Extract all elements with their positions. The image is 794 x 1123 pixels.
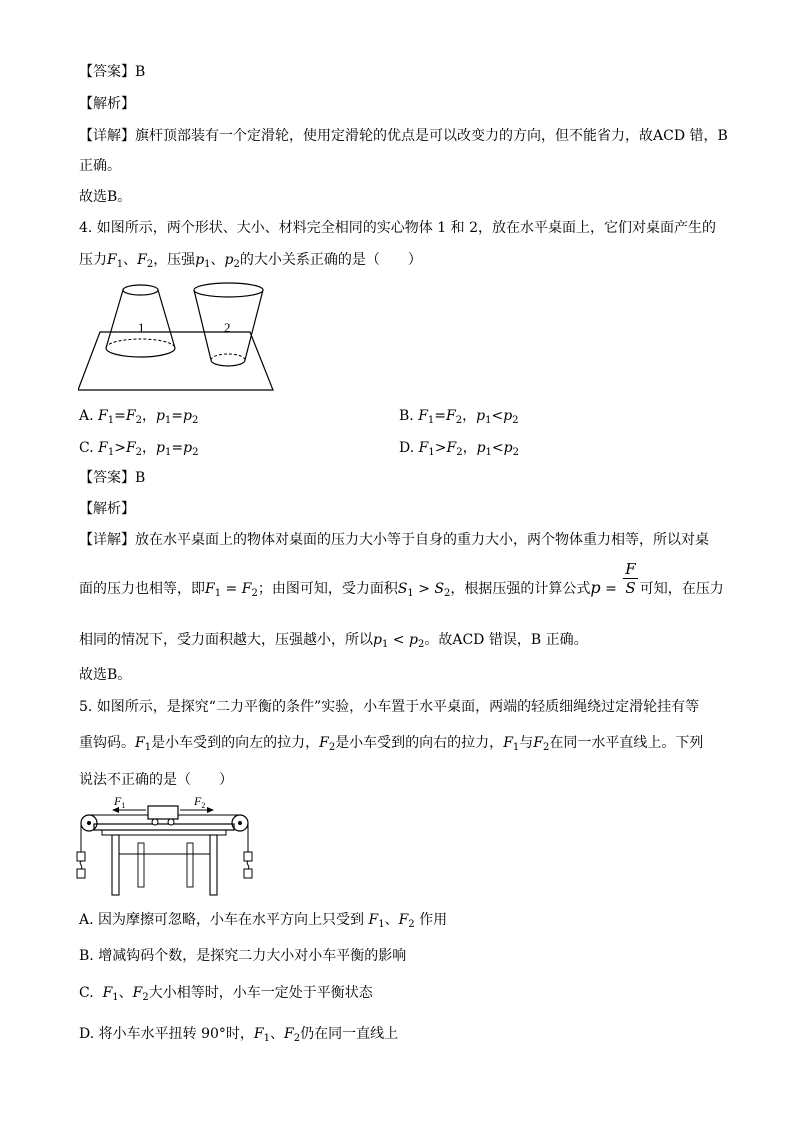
q3-conclusion: 故选B。 [79, 189, 132, 205]
f2-arrow-head [207, 807, 214, 813]
object-1-label: 1 [138, 320, 145, 335]
q5-option-d[interactable]: D. 将小车水平扭转 90°时，$F_1$、$F_2$仍在同一直线上 [79, 1026, 399, 1044]
detail-text: ；由图可知，受力面积 [257, 581, 398, 597]
table-apron [102, 830, 226, 835]
q4-option-a[interactable]: A. $F_1=F_2$，$p_1=p_2$ [79, 408, 199, 426]
weight-right-2 [244, 869, 252, 878]
stem-text: 重钩码。 [79, 735, 135, 751]
option-text: 增减钩码个数，是探究二力大小对小车平衡的影响 [98, 948, 407, 964]
object-2-base-hidden [211, 354, 245, 360]
table-leg-back-right [187, 843, 193, 887]
q4-stem-line2: 压力$F_1$、$F_2$，压强$p_1$、$p_2$的大小关系正确的是（ ） [79, 252, 422, 270]
q5-stem-line3: 说法不正确的是（ ） [79, 772, 233, 788]
table-leg-back-left [138, 843, 144, 887]
q4-option-c[interactable]: C. $F_1>F_2$，$p_1=p_2$ [79, 440, 199, 458]
q5-figure-cart-pulleys [70, 794, 270, 902]
pressure-formula-fraction: $\frac{F}{S}$ [625, 559, 636, 597]
q3-analysis-label: 【解析】 [79, 96, 135, 112]
stem-text: 与 [519, 735, 534, 751]
weight-left-1 [77, 852, 85, 861]
answer-value: B [135, 470, 146, 486]
hook-left [80, 861, 82, 869]
option-key: B. [79, 948, 94, 964]
detail-text: 相同的情况下，受力面积越大，压强越小，所以 [79, 632, 373, 648]
object-1-base [106, 348, 175, 357]
q3-detail-line1 [79, 126, 728, 146]
stem-text: 的大小关系正确的是（ ） [239, 252, 422, 268]
option-key: B. [399, 408, 414, 424]
detail-text: 。故ACD 错误，B 正确。 [424, 632, 588, 648]
pulley-left-axle [87, 821, 91, 825]
stem-text: 是小车受到的向右的拉力， [335, 735, 504, 751]
object-2-base [211, 360, 245, 366]
hook-right [247, 861, 249, 869]
q4-detail-line3: 相同的情况下，受力面积越大，压强越小，所以$p_1 < p_2$。故ACD 错误，B 正确。 [79, 632, 588, 650]
cart-wheel-right [168, 819, 174, 825]
f2-label: $F_2$ [194, 794, 206, 810]
detail-label: 【详解】 [79, 532, 135, 548]
cart-body [148, 806, 178, 819]
cart-wheel-left [152, 819, 158, 825]
q4-detail-line1 [79, 530, 709, 550]
option-key: A. [79, 912, 94, 928]
answer-value: B [135, 64, 146, 80]
detail-text: 可知，在压力 [639, 581, 724, 597]
q5-stem-line2: 重钩码。$F_1$是小车受到的向左的拉力，$F_2$是小车受到的向右的拉力，$F_1$与$F_2$在同一水平直线上。下列 [79, 735, 704, 753]
object-2-label: 2 [224, 320, 231, 335]
detail-text: 放在水平桌面上的物体对桌面的压力大小等于自身的重力大小，两个物体重力相等，所以对桌 [135, 532, 709, 548]
q4-conclusion: 故选B。 [79, 667, 132, 683]
stem-text: 在同一水平直线上。下列 [549, 735, 704, 751]
q4-detail-line2: 面的压力也相等，即$F_1 = F_2$；由图可知，受力面积$S_1 > S_2$，根据压强的计算公式p = $\frac{F}{S}$ 可知，在压力 [79, 559, 724, 599]
q3-answer [79, 62, 145, 82]
q4-stem-line1: 4. 如图所示，两个形状、大小、材料完全相同的实心物体 1 和 2，放在水平桌面上，它们对桌面产生的 [79, 220, 716, 236]
q5-option-c[interactable]: C. $F_1$、$F_2$大小相等时，小车一定处于平衡状态 [79, 985, 373, 1003]
answer-label: 【答案】 [79, 64, 135, 80]
q4-answer [79, 468, 145, 488]
q4-option-b[interactable]: B. $F_1=F_2$，$p_1<p_2$ [399, 408, 519, 426]
option-key: D. [399, 440, 415, 456]
answer-label: 【答案】 [79, 470, 135, 486]
object-2-top [194, 283, 263, 297]
q5-option-a[interactable]: A. 因为摩擦可忽略，小车在水平方向上只受到 $F_1$、$F_2$ 作用 [79, 912, 448, 930]
object-1-base-hidden [106, 339, 175, 348]
stem-text: ，压强 [153, 252, 196, 268]
weight-right-1 [244, 852, 252, 861]
option-key: C. [79, 440, 94, 456]
q5-stem-line1: 5. 如图所示，是探究“二力平衡的条件”实验，小车置于水平桌面，两端的轻质细绳绕过定滑轮挂有等 [79, 699, 700, 715]
f1-label: $F_1$ [114, 794, 126, 810]
detail-text: ，根据压强的计算公式 [450, 581, 591, 597]
table-leg-right [210, 835, 217, 895]
table-surface [78, 332, 273, 390]
object-1-top [123, 285, 158, 295]
option-key: D. [79, 1026, 95, 1042]
table-top [94, 824, 234, 830]
option-key: A. [79, 408, 94, 424]
q3-detail-line2: 正确。 [79, 158, 121, 174]
detail-text: 面的压力也相等，即 [79, 581, 205, 597]
detail-text: 旗杆顶部装有一个定滑轮，使用定滑轮的优点是可以改变力的方向，但不能省力，故ACD 错，B [135, 128, 728, 144]
option-key: C. [79, 985, 94, 1001]
table-leg-left [112, 835, 119, 895]
q5-option-b[interactable] [79, 946, 406, 966]
q4-analysis-label: 【解析】 [79, 501, 135, 517]
stem-text: 是小车受到的向左的拉力， [151, 735, 320, 751]
q4-figure-two-frustums [78, 280, 278, 395]
detail-label: 【详解】 [79, 128, 135, 144]
stem-text: 压力 [79, 252, 107, 268]
q4-option-d[interactable]: D. $F_1>F_2$，$p_1<p_2$ [399, 440, 519, 458]
weight-left-2 [77, 869, 85, 878]
pulley-right-axle [238, 821, 242, 825]
